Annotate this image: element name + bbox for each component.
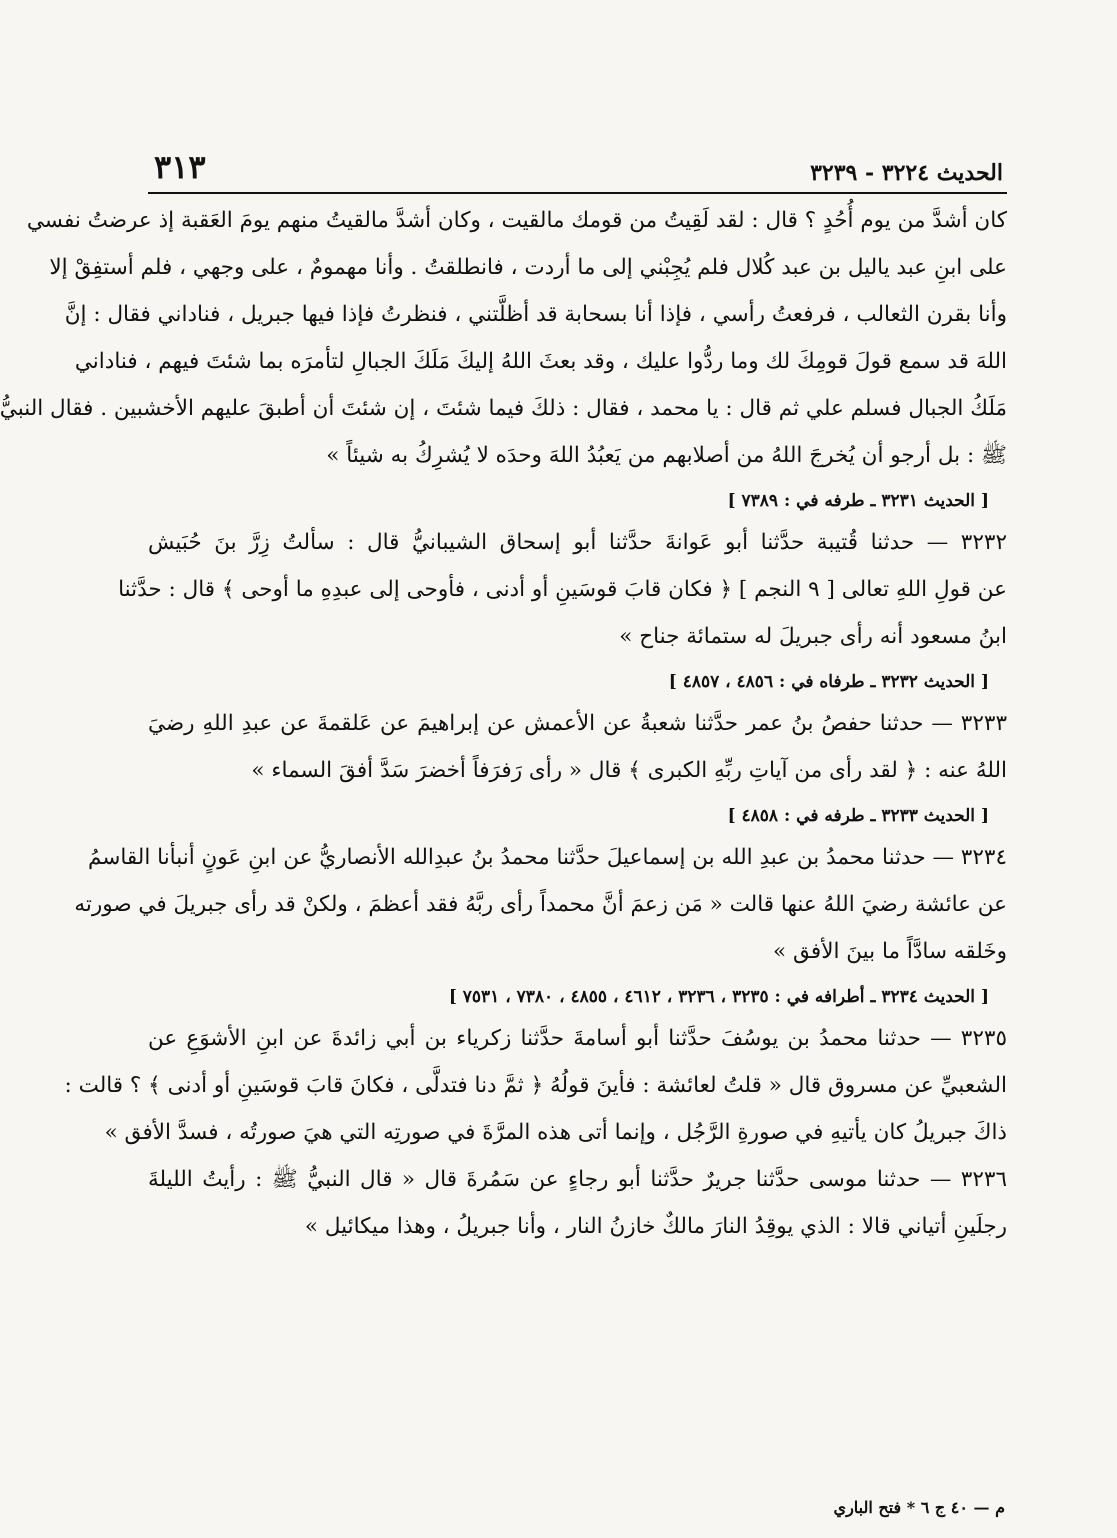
cross-reference: [ الحديث ٣٢٣١ ـ طرفه في : ٧٣٨٩ ] <box>727 491 989 511</box>
signature-footer: م — ٤٠ ج ٦ * فتح الباري <box>833 1498 1005 1517</box>
text-line: على ابنِ عبد ياليل بن عبد كُلال فلم يُجِبْني إلى ما أردت ، فانطلقتُ . وأنا مهمومٌ ، على وجهي ، فلم أستفِقْ إلا <box>49 255 1007 280</box>
hadith-range: الحديث ٣٢٢٤ - ٣٢٣٩ <box>810 160 1003 186</box>
hadith-3233-line: ٣٢٣٣ — حدثنا حفصُ بنُ عمر حدَّثنا شعبةُ عن الأعمش عن إبراهيمَ عن عَلقمةَ عن عبدِ اللهِ رضيَ <box>148 711 1007 736</box>
text-line: ذاكَ جبريلُ كان يأتيهِ في صورةِ الرَّجُل ، وإنما أتى هذه المرَّةَ في صورتِه التي هيَ صورتُه ، فسدَّ الأفق » <box>104 1120 1007 1145</box>
page-number: ٣١٣ <box>154 148 206 186</box>
body-text <box>0 206 1007 1259</box>
hadith-3232-line: ٣٢٣٢ — حدثنا قُتيبة حدَّثنا أبو عَوانةَ حدَّثنا أبو إسحاق الشيبانيُّ قال : سألتُ زِرَّ بنَ حُبَيش <box>148 530 1007 555</box>
text-line: كان أشدَّ من يوم أُحُدٍ ؟ قال : لقد لَقِيتُ من قومك مالقيت ، وكان أشدَّ مالقيتُ منهم يومَ العَقبة إذ عرضتُ نفسي <box>26 208 1007 233</box>
text-line: وأنا بقرن الثعالب ، فرفعتُ رأسي ، فإذا أنا بسحابة قد أظلَّتني ، فنظرتُ فإذا فيها جبريل ، فناداني فقال : إنَّ <box>64 302 1007 327</box>
text-line: رجلَينِ أتياني قالا : الذي يوقِدُ النارَ مالكٌ خازنُ النار ، وأنا جبريلُ ، وهذا ميكائيل » <box>304 1214 1007 1239</box>
text-line: مَلَكُ الجبال فسلم علي ثم قال : يا محمد ، فقال : ذلكَ فيما شئتَ ، إن شئتَ أن أطبقَ عليهم الأخشبين . فقال النبيُّ <box>0 396 1007 421</box>
text-line: اللهُ عنه : ﴿ لقد رأى من آياتِ ربِّهِ الكبرى ﴾ قال « رأى رَفرَفاً أخضرَ سَدَّ أفقَ السماء » <box>251 758 1007 783</box>
header-rule <box>148 192 1007 194</box>
hadith-3234-line: ٣٢٣٤ — حدثنا محمدُ بن عبدِ الله بن إسماعيلَ حدَّثنا محمدُ بنُ عبدِالله الأنصاريُّ عن ابنِ عَونٍ أنبأنا القاسمُ <box>88 845 1007 870</box>
text-line: ابنُ مسعود أنه رأى جبريلَ له ستمائة جناح » <box>619 624 1007 649</box>
text-line: عن قولِ اللهِ تعالى [ ٩ النجم ] ﴿ فكان قابَ قوسَينِ أو أدنى ، فأوحى إلى عبدِهِ ما أوحى ﴾ قال : حدَّثنا <box>118 577 1007 602</box>
text-line: اللهَ قد سمع قولَ قومِكَ لك وما ردُّوا عليك ، وقد بعثَ اللهُ إليكَ مَلَكَ الجبالِ لتأمرَه بما شئتَ فيهم ، فناداني <box>74 349 1007 374</box>
cross-reference: [ الحديث ٣٢٣٢ ـ طرفاه في : ٤٨٥٦ ، ٤٨٥٧ ] <box>668 672 989 692</box>
text-line: ﷺ : بل أرجو أن يُخرجَ اللهُ من أصلابهم من يَعبُدُ اللهَ وحدَه لا يُشرِكُ به شيئاً » <box>326 443 1007 468</box>
hadith-3235-line: ٣٢٣٥ — حدثنا محمدُ بن يوسُفَ حدَّثنا أبو أسامةَ حدَّثنا زكرياء بن أبي زائدةَ عن ابنِ الأشوَعِ عن <box>148 1026 1007 1051</box>
text-line: الشعبيِّ عن مسروق قال « قلتُ لعائشة : فأينَ قولُهُ ﴿ ثمَّ دنا فتدلَّى ، فكانَ قابَ قوسَينِ أو أدنى ﴾ ؟ قالت : <box>64 1073 1007 1098</box>
running-header <box>148 150 1007 192</box>
hadith-3236-line: ٣٢٣٦ — حدثنا موسى حدَّثنا جريرٌ حدَّثنا أبو رجاءٍ عن سَمُرةَ قال « قال النبيُّ ﷺ : رأيتُ الليلةَ <box>148 1167 1007 1192</box>
cross-reference: [ الحديث ٣٢٣٤ ـ أطرافه في : ٣٢٣٥ ، ٣٢٣٦ ، ٤٦١٢ ، ٤٨٥٥ ، ٧٣٨٠ ، ٧٥٣١ ] <box>448 987 989 1007</box>
text-line: وخَلقه سادَّاً ما بينَ الأفق » <box>773 939 1007 964</box>
cross-reference: [ الحديث ٣٢٣٣ ـ طرفه في : ٤٨٥٨ ] <box>727 806 989 826</box>
text-line: عن عائشة رضيَ اللهُ عنها قالت « مَن زعمَ أنَّ محمداً رأى ربَّهُ فقد أعظمَ ، ولكنْ قد رأى جبريلَ في صورته <box>74 892 1007 917</box>
